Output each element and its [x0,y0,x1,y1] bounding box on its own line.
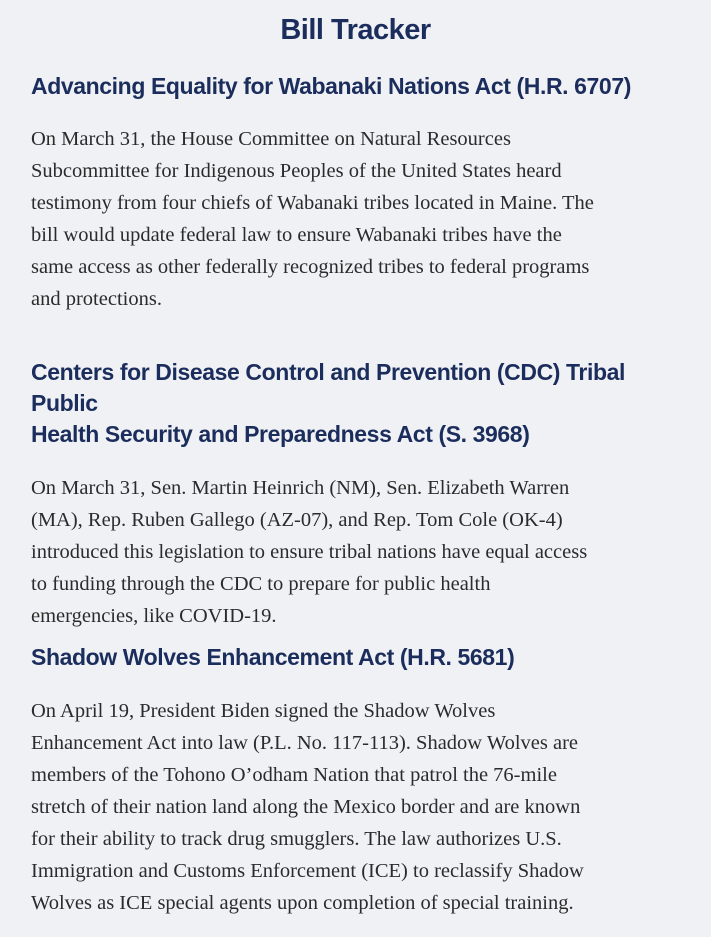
bill-section-shadow-wolves [31,642,691,919]
bill-description-line: and protections. [31,288,162,310]
bill-description-line: same access as other federally recognized tribes to federal programs [31,256,590,278]
bill-heading-line: Centers for Disease Control and Prevention (CDC) Tribal Public [31,359,626,416]
bill-description-line: members of the Tohono O’odham Nation that patrol the 76-mile [31,764,557,786]
bill-heading [31,357,691,450]
bill-description-line: bill would update federal law to ensure Wabanaki tribes have the [31,224,562,246]
bill-description-line: Immigration and Customs Enforcement (ICE) to reclassify Shadow [31,860,584,882]
bill-description-line: emergencies, like COVID-19. [31,605,277,627]
bill-description-line: introduced this legislation to ensure tribal nations have equal access [31,541,588,563]
bill-section-wabanaki [31,71,691,315]
bill-description-line: stretch of their nation land along the Mexico border and are known [31,796,581,818]
bill-description [31,695,691,919]
bill-description-line: On March 31, Sen. Martin Heinrich (NM), Sen. Elizabeth Warren [31,477,570,499]
bill-heading-line: Health Security and Preparedness Act (S. 3968) [31,421,530,447]
bill-section-cdc [31,357,691,632]
bill-description-line: Wolves as ICE special agents upon completion of special training. [31,892,574,914]
page-title: Bill Tracker [280,14,431,46]
bill-description-line: testimony from four chiefs of Wabanaki tribes located in Maine. The [31,192,594,214]
bill-description-line: Subcommittee for Indigenous Peoples of the United States heard [31,160,562,182]
bill-description [31,472,691,632]
bill-heading: Shadow Wolves Enhancement Act (H.R. 5681) [31,644,515,670]
bill-description-line: Enhancement Act into law (P.L. No. 117-113). Shadow Wolves are [31,732,578,754]
bill-description [31,123,691,315]
bill-description-line: On March 31, the House Committee on Natural Resources [31,128,511,150]
bill-description-line: to funding through the CDC to prepare for public health [31,573,491,595]
bill-description-line: for their ability to track drug smugglers. The law authorizes U.S. [31,828,562,850]
bill-description-line: On April 19, President Biden signed the Shadow Wolves [31,700,496,722]
bill-heading: Advancing Equality for Wabanaki Nations Act (H.R. 6707) [31,73,631,99]
bill-description-line: (MA), Rep. Ruben Gallego (AZ-07), and Rep. Tom Cole (OK-4) [31,509,563,531]
